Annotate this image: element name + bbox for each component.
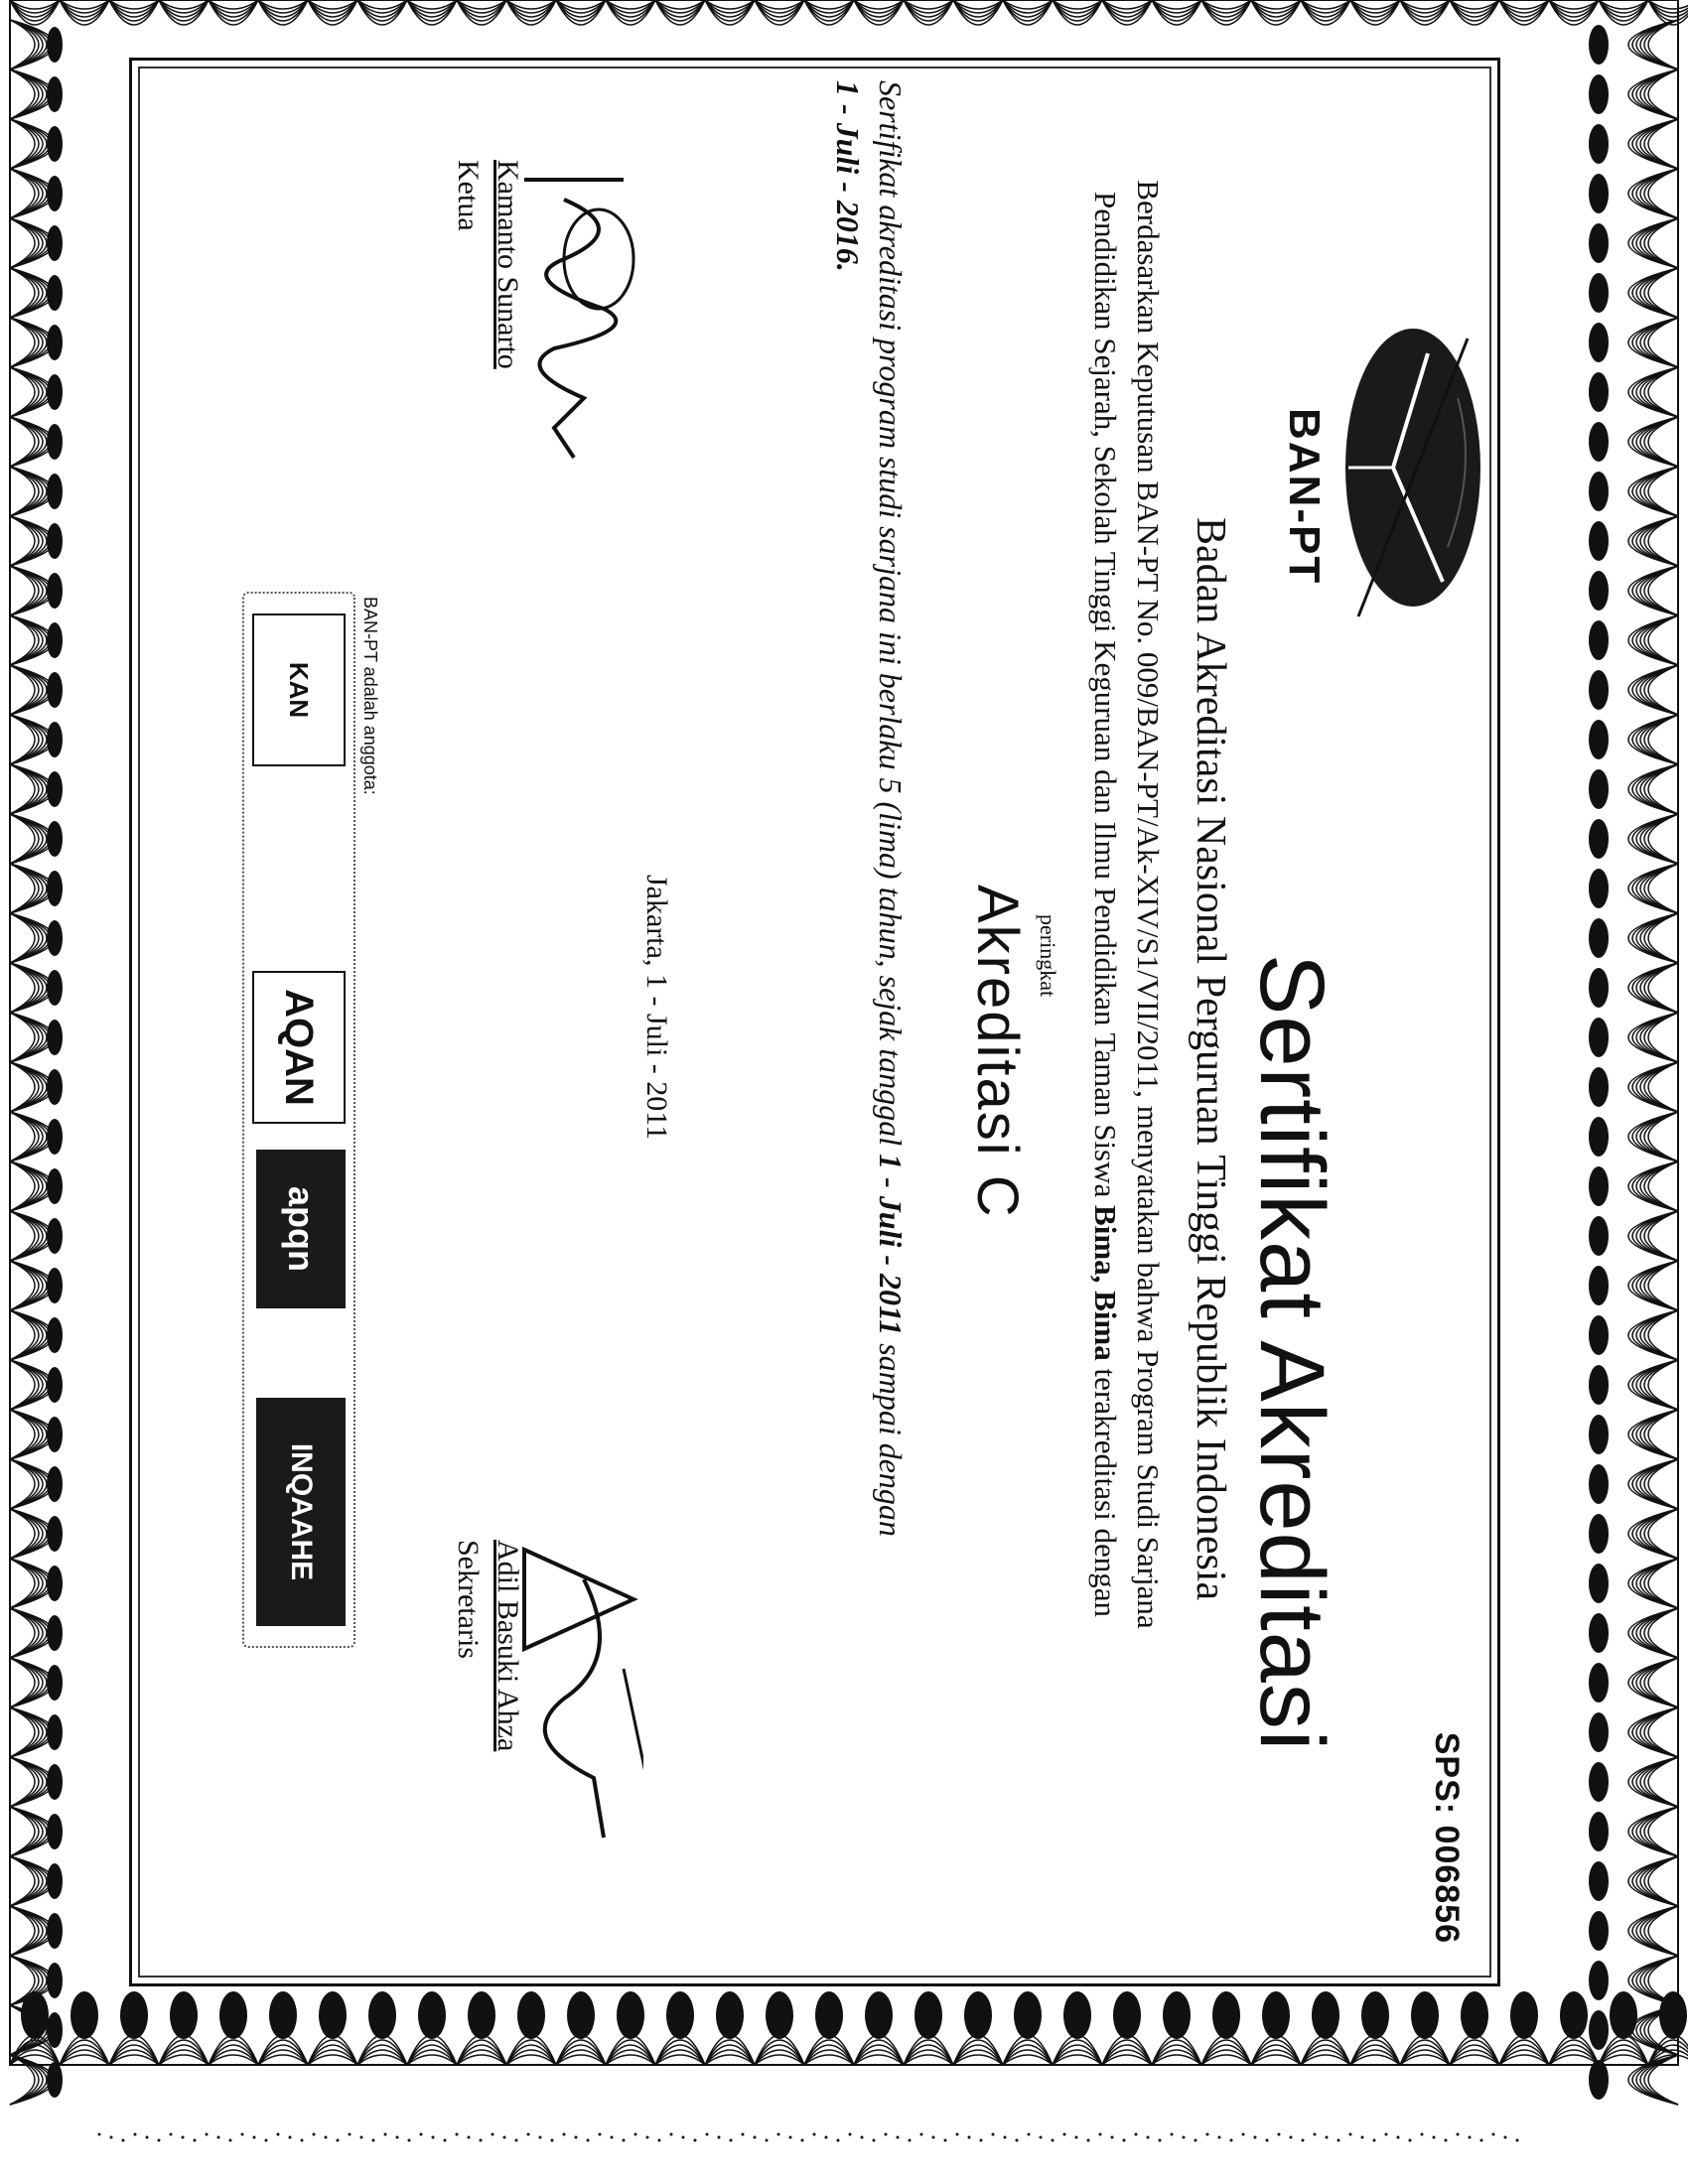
validity-prefix: Sertifikat akreditasi program studi sarjana ini berlaku 5 (lima) tahun, sejak tanggal <box>873 80 909 1155</box>
serial-number: SPS: 006856 <box>1428 1731 1466 1944</box>
chair-signature-icon <box>504 170 643 468</box>
certificate-frame <box>129 58 1500 1986</box>
inqaahe-logo: INQAAHE <box>256 1398 346 1626</box>
secretary-signature-icon <box>504 1540 643 1857</box>
organization-name: Badan Akreditasi Nasional Perguruan Tinggi Republik Indonesia <box>1188 517 1233 1601</box>
validity-statement <box>826 80 912 1728</box>
secretary-signatory <box>451 1540 524 1751</box>
membership-label: BAN-PT adalah anggota: <box>360 597 380 795</box>
secretary-name: Adil Basuki Ahza <box>492 1540 524 1752</box>
validity-start-date: 1 - Juli - 2011 <box>873 1154 909 1336</box>
validity-middle: sampai dengan <box>873 1335 909 1537</box>
chair-signatory <box>451 160 524 369</box>
program-line-prefix: Pendidikan Sejarah, Sekolah Tinggi Keguruan dan Ilmu Pendidikan Taman Siswa <box>1087 192 1123 1206</box>
program-line-institution-city: Bima, Bima <box>1087 1205 1123 1361</box>
program-line <box>1083 85 1126 1723</box>
secretary-role: Sekretaris <box>452 1540 485 1659</box>
decision-line: Berdasarkan Keputusan BAN-PT No. 009/BAN-PT/Ak-XIV/S1/VII/2011, menyatakan bahwa Program Studi Sarjana <box>1131 180 1166 1629</box>
banpt-logo-text: BAN-PT <box>1280 408 1329 586</box>
accreditation-grade: Akreditasi C <box>965 885 1030 1219</box>
rotated-certificate-content <box>132 61 1497 1983</box>
membership-logos <box>242 592 355 1648</box>
apqn-logo: apqn <box>256 1150 346 1308</box>
banpt-emblem-icon <box>1338 319 1487 626</box>
aqan-logo: AQAN <box>252 971 346 1124</box>
rank-label: peringkat <box>1036 914 1060 998</box>
program-line-suffix: terakreditasi dengan <box>1087 1360 1123 1617</box>
decision-statement <box>1083 85 1170 1723</box>
place-and-date: Jakarta, 1 - Juli - 2011 <box>640 875 673 1141</box>
chair-role: Ketua <box>452 160 485 231</box>
kan-logo: KAN <box>252 614 346 766</box>
certificate-title: Sertifikat Akreditasi <box>1241 954 1342 1752</box>
chair-name: Kamanto Sunarto <box>492 160 524 369</box>
validity-end-date: 1 - Juli - 2016. <box>829 80 866 272</box>
